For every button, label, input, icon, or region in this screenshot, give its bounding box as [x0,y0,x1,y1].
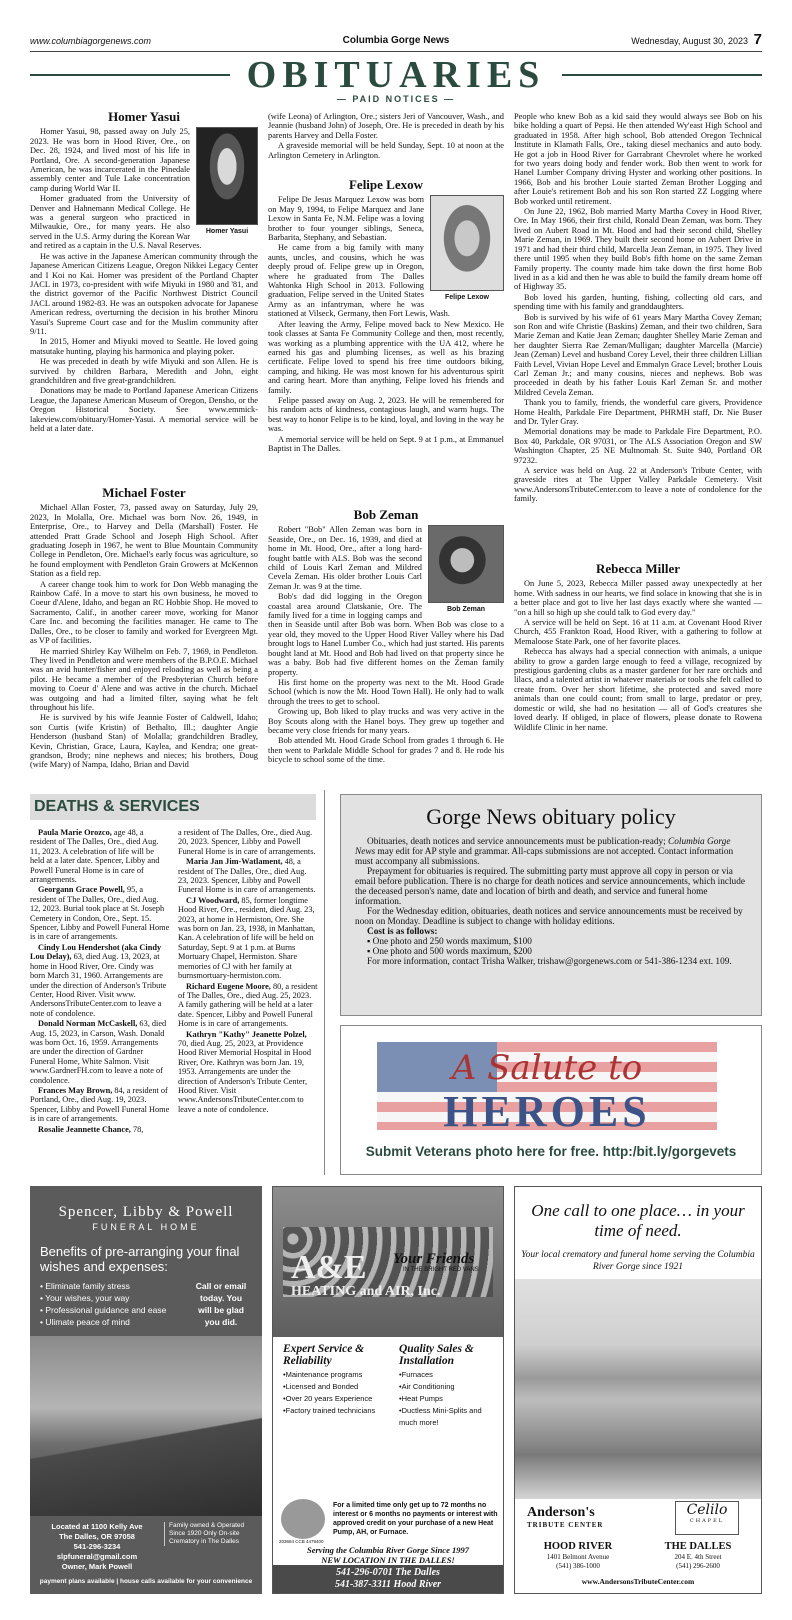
sales-item: • Air Conditioning [399,1381,499,1393]
benefit-item: • Your wishes, your way [40,1293,130,1303]
family-owned-note: Family owned & Operated Since 1920 Only On-site Crematory in The Dalles [164,1522,254,1546]
obit-paragraph: Thank you to family, friends, the wonderful care givers, Providence Home Health, Parkdale Fire Department, PHRMH staff, Dr. Nie Buser and Dr. Tyler Gray. [514,398,762,426]
deaths-services-title: DEATHS & SERVICES [34,798,200,815]
deaths-column-2 [178,828,318,1115]
policy-title: Gorge News obituary policy [426,804,676,829]
site-url[interactable]: www.columbiagorgenews.com [30,36,152,46]
license-number: 203684 CCB 4479400 [279,1539,324,1544]
obit-paragraph: Bob loved his garden, hunting, fishing, collecting old cars, and spending time with his family and granddaughters. [514,292,762,312]
quality-sales-list: Quality Sales & Installation • Furnaces • Air Conditioning • Heat Pumps • Ductless Mini-Splits and much more! [399,1343,499,1429]
obit-paragraph: He came from a big family with many aunts, uncles, and cousins, which he was deeply proud of. Felipe grew up in Oregon, where he graduated from The Dalles Wahtonka High School in 2013. Following graduation, Felipe served in the United States Army as an infantryman, where he was stationed at Vilseck, Germany, then Fort Lewis, Wash. [268,243,450,319]
benefits-heading: Benefits of pre-arranging your final wishes and expenses: [40,1244,240,1274]
phone-number[interactable]: 541-296-3234 [73,1542,121,1551]
policy-cost-item: ▪ One photo and 250 words maximum, $100 [367,937,532,947]
phone-the-dalles[interactable]: (541) 296-2600 [676,1562,720,1570]
sales-item: • Heat Pumps [399,1393,499,1405]
hillside-shadow [30,1416,262,1516]
death-notice: Donald Norman McCaskell, 63, died Aug. 15, 2023, in Carson, Wash. Donald was born Oct. 16, 1959. Arrangements are under the direction of Gardner Funeral Home, White Salmon. Visit www.GardnerFH.com to leave a note of condolence. [30,1019,167,1085]
phone-hood-river[interactable]: 541-387-3311 Hood River [334,1579,442,1590]
obit-paragraph: He married Shirley Kay Wilhelm on Feb. 7, 1969, in Pendleton. They lived in Pendleton and were members of the B.P.O.E. Michael was an avid hunter/fisher and enjoyed reloading as well as being a pilot. He became a member of the Presbyterian Church before moving to Coeur d' Alene and was active in the church. Michael was outgoing and had a limited filter, saying what he felt throughout his life. [30,646,258,712]
section-title: OBITUARIES [246,54,546,96]
obit-paragraph: On June 22, 1962, Bob married Marty Martha Covey in Hood River, Ore. In May 1966, their first child, Ronald Dean Zeman, was born. They lived on Aubert Road in Mt. Hood and had their second child, Shelley Marie Zeman, in 1969. They built their second home on Aubert Drive in 1971 and had their third child, Marcella Jean Zeman, in 1975. They lived there until 1995 when they build Bob's fifth home on the same Zeman Family property. The county made him take down the first home Bob lived in as a kid and then he was able to build the family dream home off of Highway 35. [514,207,762,292]
obit-paragraph: Homer Yasui, 98, passed away on July 25, 2023. He was born in Hood River, Ore., on Dec. 28, 1924, and lived most of his life in Portland, Ore. A second-generation Japanese American, he was incarcerated in the Pinedale assembly center and Tule Lake concentration camp during World War II. [30,127,190,193]
salute-text: A Salute to [451,1048,643,1088]
obit-paragraph: A graveside memorial will be held Sunday, Sept. 10 at noon at the Arlington Cemetery in Arlington. [268,141,504,160]
ae-logo-sub: HEATING and AIR, Inc. [291,1284,441,1299]
website-link[interactable]: www.AndersonsTributeCenter.com [581,1577,695,1586]
obit-paragraph: Bob is survived by his wife of 61 years Mary Martha Covey Zeman; son Ron and wife Christie (Baskins) Zeman, and their two children, Sara Marie Zeman and Katie Jean Zeman; daughter Shelley Marie Zeman and her daughter Sierra Rae Zeman/Mulligan; daughter Marcella (Marcie) Jean (Zeman) Level and husband Corey Level, their three children Lillian Faith Level, Vivian Hope Level and Emmalyn Grace Level; brother Louis Carl Zeman Jr.; and many cousins, nieces and nephews. Bob was proceeded in death by his father Louis Karl Zeman Sr. and mother Mildred Cevela Zeman. [514,312,762,397]
expert-service-list: Expert Service & Reliability • Maintenance programs • Licensed and Bonded • Over 20 years Experience • Factory trained technicians [283,1343,395,1417]
obit-paragraph: People who knew Bob as a kid said they would always see Bob on his bike holding a quart of Pepsi. He then attended Wy'east High School and graduated in 1958. After high school, Bob attended Oregon Technical Institute in Klamath Falls, Ore., taking diesel mechanics and auto body. He got a job in Hood River for Garrabrant Chevrolet where he worked for two years doing body and fender work. Bob then went to work for Hanel Lumber Company driving Hyster and working other positions. In 1966, Bob and his brother Louie started Zeman Brother Logging and after Louie's retirement Bob and his son Ron started ZZ Logging where Bob worked until retirement. [514,112,762,206]
deaths-column-1 [30,828,170,1135]
benefit-item: • Professional guidance and ease [40,1305,167,1315]
death-notice: CJ Woodward, 85, former longtime Hood River, Ore., resident, died Aug. 23, 2023, at home in Hermiston, Ore. She was born on Jan. 23, 1938, in Manhattan, Kan. A celebration of life will be held on Saturday, Sept. 9 at 1 p.m. at Burns Mortuary Chapel, Hermiston. Share memories of CJ with her family at burnsmortuary-hermiston.com. [178,895,316,981]
page-header [30,30,762,52]
obit-michael-foster [30,484,258,771]
paper-name: Columbia Gorge News [342,35,450,46]
serving-since: Serving the Columbia River Gorge Since 1997 NEW LOCATION IN THE DALLES! [307,1545,469,1565]
celilo-chapel-logo: Celilo CHAPEL [675,1501,739,1535]
death-notice: Georgann Grace Powell, 95, a resident of The Dalles, Ore., died Aug. 12, 2023. Burial took place at St. Joseph Cemetery in Condon, Ore., Sept. 15. Spencer, Libby and Powell Funeral Home is in care of arrangements. [30,885,170,942]
portrait-image [430,195,504,291]
phone-the-dalles[interactable]: 541-296-0701 The Dalles [336,1567,440,1578]
obit-paragraph: Felipe De Jesus Marquez Lexow was born on May 9, 1994, to Felipe Marquez and Jane Lexow in Santa Fe, N.M. Felipe was a loving brother to four younger siblings, Seneca, Barbarita, Stephany, and Sebastian. [268,195,424,243]
obit-paragraph: (wife Leona) of Arlington, Ore.; sisters Jeri of Vancouver, Wash., and Jeannie (husband John) of Joseph, Ore. He is preceded in death by his parents Harvey and Della Foster. [268,112,504,140]
obit-paragraph: His first home on the property was next to the Mt. Hood Grade School (which is now the Mt. Hood Town Hall). He only had to walk through the trees to get to school. [268,677,504,706]
obit-paragraph: A service was held on Aug. 22 at Anderson's Tribute Center, with graveside rites at The Upper Valley Parkdale Cemetery. Visit www.AndersonsTributeCenter.com to leave a note of condolence for the family. [514,466,762,504]
benefits-list [40,1280,166,1328]
deaths-services-header [30,794,316,820]
salute-to-heroes-ad[interactable] [340,1025,762,1175]
obit-paragraph: A memorial service will be held on Sept. 9 at 1 p.m., at Emmanuel Baptist in The Dalles. [268,434,504,453]
flag-graphic [377,1042,717,1130]
photo-caption: Bob Zeman [446,606,486,614]
obit-paragraph: Robert "Bob" Allen Zeman was born in Seaside, Ore., on Dec. 16, 1939, and died at home in Mt. Hood, Ore., after a long hard-fought battle with ALS. Bob was the second child of Louis Karl Zeman and Mildred Cevela Zeman. His older brother Louis Carl Zeman Jr. was 9 at the time. [268,525,422,591]
location-block: Located at 1100 Kelly Ave The Dalles, OR 97058 541-296-3234 slpfuneral@gmail.com Owner, Mark Powell [38,1522,156,1572]
phone-hood-river[interactable]: (541) 386-1000 [556,1562,600,1570]
policy-paragraph: Obituaries, death notices and service announcements must be publication-ready; Columbia Gorge News may edit for AP style and grammar. All-caps submissions are not accepted. Contact information must accompany all submissions. [355,837,734,867]
policy-contact: For more information, contact Trisha Walker, trishaw@gorgenews.com or 541-386-1234 ext. 109. [367,957,732,967]
death-notice: Kathryn "Kathy" Jeanette Polzel, 70, died Aug. 25, 2023, at Providence Hood River Memorial Hospital in Hood River, Ore. Kathryn was born Jan. 19, 1953. Arrangements are under the direction of Anderson's Tribute Center, Hood River. Visit www.AndersonsTributeCenter.com to leave a note of condolence. [178,1029,311,1114]
obit-paragraph: A career change took him to work for Don Webb managing the Rainbow Café. In a move to start his own business, he moved to Coeur d'Alene, Idaho, and began an RC Hobbie Shop. He moved to Sacramento, Calif., in another career move, working for Manor Care Inc. and becoming the facilities manager. He came to The Dalles, Ore., to be closer to family and worked for Evergreen Mgt. as VP of facilities. [30,579,258,646]
page-number: 7 [753,31,762,48]
benefit-item: • Ulimate peace of mind [40,1317,130,1327]
death-notice: Paula Marie Orozco, age 48, a resident of The Dalles, Ore., died Aug. 11, 2023. A celebration of life will be held at a later date. Spencer, Libby and Powell Funeral Home is in care of arrangements. [30,828,160,885]
obit-paragraph: Donations may be made to Portland Japanese American Citizens League, the Japanese American Museum of Oregon, Densho, or the Oregon Historical Society. See www.emmick-lakeview.com/obituary/Homer-Yasui. A memorial service will be held at a later date. [30,386,258,433]
the-dalles-address: THE DALLES 204 E. 4th Street (541) 296-2600 [639,1541,757,1571]
policy-paragraph: For the Wednesday edition, obituaries, death notices and service announcements must be received by noon on Monday. Deadline is subject to change with holiday editions. [355,907,743,927]
death-notice: Rosalie Jeannette Chance, 78, [38,1124,144,1134]
obit-paragraph: On June 5, 2023, Rebecca Miller passed away unexpectedly at her home. With sadness in our hearts, we find solace in knowing that she is in a better place and got to live her last days exactly where she wanted — "on a hill so high up she could talk to God every day." [514,579,762,617]
payment-note: payment plans available | house calls available for your convenience [39,1578,253,1585]
hood-river-address: HOOD RIVER 1401 Belmont Avenue (541) 386-1000 [519,1541,637,1571]
your-friends-tagline: Your Friends [393,1251,475,1267]
spencer-libby-powell-ad[interactable] [30,1186,262,1594]
obit-zeman-continued [514,112,762,505]
funeral-home-sub: FUNERAL HOME [92,1222,200,1232]
obit-name: Rebecca Miller [595,561,681,576]
andersons-logo: Anderson's TRIBUTE CENTER [527,1505,604,1529]
policy-cost-item: ▪ One photo and 500 words maximum, $200 [367,947,532,957]
logos-row [515,1497,761,1537]
benefit-item: • Eliminate family stress [40,1281,130,1291]
service-item: • Maintenance programs [283,1369,395,1381]
obit-homer-yasui [30,108,258,434]
obit-photo [428,525,504,614]
service-item: • Factory trained technicians [283,1405,395,1417]
obit-name: Homer Yasui [108,109,180,124]
obit-paragraph: He was preceded in death by wife Miyuki and son Allen. He is survived by children Barbara, Meredith and John, eight grandchildren and five great-grandchildren. [30,357,258,385]
obit-name: Bob Zeman [353,507,419,522]
ad-headline: One call to one place… in your time of need. [531,1201,745,1240]
photo-caption: Felipe Lexow [445,294,489,302]
obit-paragraph: Memorial donations may be made to Parkdale Fire Department, P.O. Box 40, Parkdale, OR 97031, or The ALS Association Oregon and SW Washington Chapter, 25 NE Multnomah St. Suite 940, Portland OR 97232. [514,427,762,465]
obit-name: Michael Foster [102,485,186,500]
obit-paragraph: Homer graduated from the University of Denver and Hahnemann Medical College. He was a general surgeon who practiced in Milwaukie, Ore., for many years. He also served in the U.S. Army during the Korean War and retired as a captain in the U.S. Naval Reserves. [30,194,202,251]
obit-paragraph: In 2015, Homer and Miyuki moved to Seattle. He loved going matsutake hunting, playing his harmonica and playing poker. [30,337,258,356]
call-to-action: Call or email today. You will be glad you did. [195,1281,247,1327]
obit-foster-continued [268,112,504,161]
gorge-landscape-photo [515,1279,761,1499]
obit-paragraph: A service will be held on Sept. 16 at 11 a.m. at Covenant Hood River Church, 455 Frankton Road, Hood River, with a gathering to follow at Memaloose State Park, one of her favorite places. [514,618,762,646]
obit-paragraph: Growing up, Bob liked to play trucks and was very active in the Boy Scouts along with the Hanel boys. They grew up together and became very close friends for many years. [268,707,504,735]
obit-felipe-lexow [268,176,504,454]
obit-paragraph: Rebecca has always had a special connection with animals, a unique ability to grow a garden large enough to feed a village, recognized by prestigious gardening clubs as a master gardener for her rare orchids and lilacs, and a talented artist in whatever materials or tools she felt called to create from. Over her short lifetime, she protected and saved more animals than one could count; from small to large, predator or prey, domestic or wild, she had no hesitation — all of God's creatures she loved dearly. If obliged, in place of flowers, please donate to Rowena Wildlife Clinic in her name. [514,647,762,732]
email-address[interactable]: slpfuneral@gmail.com [56,1552,138,1561]
andersons-tribute-center-ad[interactable] [514,1186,762,1594]
masthead [0,56,792,104]
section-subtitle: — PAID NOTICES — [336,94,456,104]
obit-paragraph: Michael Allan Foster, 73, passed away on Saturday, July 29, 2023, In Molalla, Ore. Michael was born Nov. 26, 1949, in Enterprise, Ore., to Harvey and Della (Marshall) Foster. He attended Pratt Grade School and Joseph High School. After graduating Joseph in 1967, he went to Blue Mountain Community College in Pendleton, Ore. Michael's early focus was agriculture, so he found employment with Pendleton Grain Growers at McKennon Station as a field rep. [30,503,258,579]
policy-paragraph: Prepayment for obituaries is required. The submitting party must approve all copy in person or via email before publication. There is no charge for death notices and service announcements, which include the deceased person's name, date and location of birth and death, and service and funeral home information. [355,867,745,907]
ad-tagline: Your local crematory and funeral home serving the Columbia River Gorge since 1921 [521,1250,755,1272]
obit-photo [430,195,504,302]
phone-bar [273,1565,503,1593]
ae-logo: A&E [291,1249,367,1286]
ae-heating-air-ad[interactable] [272,1186,504,1594]
portrait-image [428,525,504,603]
issue-date: Wednesday, August 30, 2023 [631,36,748,46]
photo-caption: Homer Yasui [205,228,249,236]
financing-promo: For a limited time only get up to 72 months no interest or 6 months no payments or interest with approved credit on your purchase of a new Heat Pump, AH, or Furnace. [333,1502,498,1536]
comfort-specialist-badge-icon [281,1499,325,1539]
obit-bob-zeman [268,506,504,766]
obituary-policy-box [340,794,762,1016]
death-notice: Cindy Lou Hendershot (aka Cindy Lou Delay), 63, died Aug. 13, 2023, at home in Hood River, Ore. Cindy was born March 31, 1960. Arrangements are under the direction of Anderson's Tribute Center, Hood River. Visit www. AndersonsTributeCenter.com to leave a note of condolence. [30,942,167,1018]
obit-paragraph: Bob's dad did logging in the Oregon coastal area around Clatskanie, Ore. The family lived for a time in logging camps and then in Seaside until after Bob was born. When Bob was close to a year old, they moved to the Upper Hood River Valley where his Dad brought logs to Hanel Lumber Co., which had just started. His parents bought land at Mt. Hood and Bob had lived on that property since he was a baby. Bob had five different homes on the Zeman family property. [268,592,504,677]
column-divider [324,790,325,1175]
obit-paragraph: Felipe passed away on Aug. 2, 2023. He will be remembered for his random acts of kindness, contagious laugh, and warm hugs. The best way to honor Felipe is to be kind, loyal, and loving in the way he was. [268,395,504,434]
heroes-text: HEROES [443,1087,651,1130]
obit-name: Felipe Lexow [348,177,423,192]
obit-paragraph: He is survived by his wife Jeannie Foster of Caldwell, Idaho; son Curtis (wife Kristin) of Bethalto, Ill.; daughter Angie Henderson (husband Stan) of Molalla; grandchildren Bradley, Kevin, Christian, Grace, Laura, Kaylea, and Kendra; one great-grandson, Brody; nine nephews and nieces; his brothers, Doug (wife Mary) of Nampa, Idaho, Brian and David [30,713,258,770]
death-notice: Richard Eugene Moore, 80, a resident of The Dalles, Ore., died Aug. 25, 2023. A family gathering will be held at a later date. Spencer, Libby and Powell Funeral Home is in care of arrangements. [178,981,318,1029]
obit-paragraph: He was active in the Japanese American community through the Japanese American Citizens League, Oregon Nikkei Legacy Center and I Koi no Kai. Homer was president of the Portland Chapter JACL in 1973, co-president with wife Miyuki in 1980 and '81, and the district governor of the Pacific Northwest District Council JACL around 1982-83. He was an outspoken advocate for Japanese American redress, overturning the decision in his brother Minoru Yasui's Supreme Court case and for the Muslim community after 9/11. [30,251,258,336]
veterans-submit-link[interactable]: Submit Veterans photo here for free. http:/bit.ly/gorgevets [365,1144,737,1159]
obit-rebecca-miller [514,560,762,733]
sales-item: • Ductless Mini-Splits and much more! [399,1405,499,1429]
service-item: • Licensed and Bonded [283,1381,395,1393]
obit-photo [196,127,258,236]
red-vans-tagline: IN THE BRIGHT RED VANS [403,1267,479,1273]
death-notice: Frances May Brown, 84, a resident of Portland, Ore., died Aug. 19, 2023. Spencer, Libby and Powell Funeral Home is in care of arrangements. [30,1085,170,1124]
portrait-image [196,127,258,225]
funeral-home-name: Spencer, Libby & Powell [58,1204,234,1220]
service-item: • Over 20 years Experience [283,1393,395,1405]
obit-paragraph: After leaving the Army, Felipe moved back to New Mexico. He took classes at Santa Fe Community College and then, most recently, was working as a plumbing apprentice with the UA 412, where he earned his gas and plumbing licenses, as well as his brazing certificate. Felipe loved to spend his free time outdoors biking, camping, and hiking. He was most known for his adventurous spirit and caring heart. More than anything, Felipe loved his friends and family. [268,319,504,395]
death-notice: Maria Jan Jim-Watlament, 48, a resident of The Dalles, Ore., died Aug. 23, 2023. Spencer, Libby and Powell Funeral Home is in care of arrangements. [178,857,316,895]
death-notice: a resident of The Dalles, Ore., died Aug. 20, 2023. Spencer, Libby and Powell Funeral Home is in care of arrangements. [178,828,316,856]
sales-item: • Furnaces [399,1369,499,1381]
obit-paragraph: Bob attended Mt. Hood Grade School from grades 1 through 6. He then went to Parkdale Middle School for grades 7 and 8. He rode his bicycle to school some of the time. [268,736,504,765]
policy-cost-label: Cost is as follows: [367,927,438,937]
